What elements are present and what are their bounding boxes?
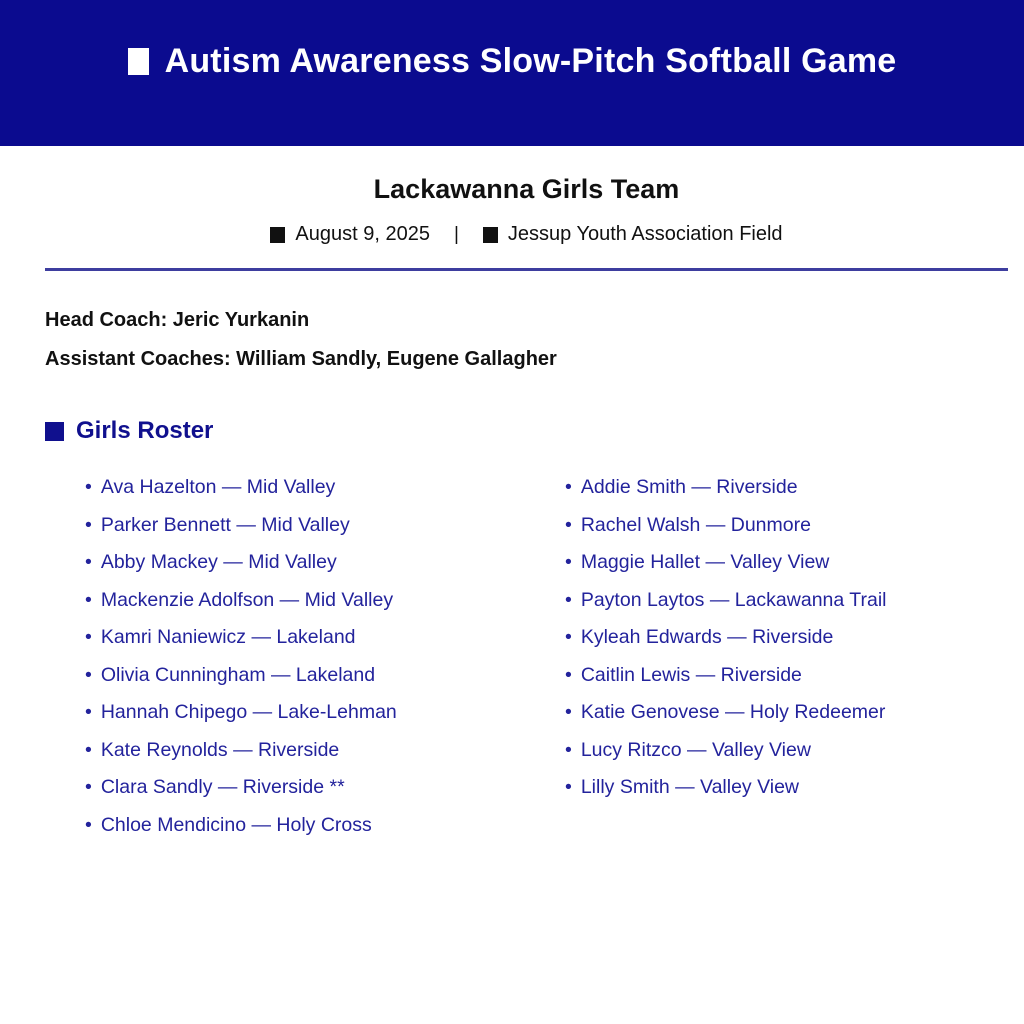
square-icon	[270, 227, 285, 243]
list-item	[565, 544, 887, 582]
player-entry: Kyleah Edwards — Riverside	[580, 626, 834, 648]
roster-grid	[45, 469, 1008, 844]
player-entry: Ava Hazelton — Mid Valley	[100, 476, 336, 498]
roster-heading	[45, 417, 1008, 445]
list-item	[85, 657, 565, 695]
divider	[45, 268, 1008, 271]
player-entry: Caitlin Lewis — Riverside	[580, 663, 802, 686]
player-entry: Lilly Smith — Valley View	[580, 776, 800, 798]
list-item	[85, 619, 565, 657]
bullet-icon: •	[85, 476, 92, 498]
roster-heading-text: Girls Roster	[76, 417, 214, 444]
player-entry: Payton Laytos — Lackawanna Trail	[580, 588, 887, 611]
event-venue: Jessup Youth Association Field	[507, 223, 783, 245]
bullet-icon: •	[85, 626, 92, 648]
square-icon	[128, 48, 149, 75]
bullet-icon: •	[85, 551, 92, 573]
player-entry: Addie Smith — Riverside	[580, 476, 798, 498]
meta-separator: |	[453, 223, 459, 245]
roster-column-right	[565, 469, 887, 844]
player-entry: Kate Reynolds — Riverside	[100, 738, 340, 761]
player-entry: Lucy Ritzco — Valley View	[580, 738, 811, 761]
bullet-icon: •	[565, 663, 572, 686]
bullet-icon: •	[85, 513, 92, 536]
page-title: Autism Awareness Slow-Pitch Softball Game	[164, 41, 897, 80]
bullet-icon: •	[85, 813, 92, 836]
player-entry: Parker Bennett — Mid Valley	[100, 513, 350, 536]
bullet-icon: •	[565, 513, 572, 536]
bullet-icon: •	[85, 588, 92, 611]
list-item	[565, 657, 887, 695]
bullet-icon: •	[565, 588, 572, 611]
bullet-icon: •	[565, 551, 572, 573]
player-entry: Katie Genovese — Holy Redeemer	[580, 701, 886, 723]
list-item	[565, 732, 887, 770]
list-item	[85, 694, 565, 732]
bullet-icon: •	[85, 663, 92, 686]
player-entry: Kamri Naniewicz — Lakeland	[100, 626, 356, 648]
list-item	[565, 619, 887, 657]
team-title: Lackawanna Girls Team	[373, 174, 680, 204]
list-item	[85, 507, 565, 545]
player-entry: Rachel Walsh — Dunmore	[580, 513, 811, 536]
list-item	[565, 469, 887, 507]
player-entry: Chloe Mendicino — Holy Cross	[100, 813, 372, 836]
bullet-icon: •	[565, 476, 572, 498]
list-item	[85, 469, 565, 507]
list-item	[85, 807, 565, 845]
coaches-section	[45, 301, 1008, 379]
list-item	[565, 769, 887, 807]
bullet-icon: •	[85, 776, 92, 798]
player-entry: Hannah Chipego — Lake-Lehman	[100, 701, 397, 723]
player-entry: Abby Mackey — Mid Valley	[100, 551, 337, 573]
list-item	[85, 732, 565, 770]
player-entry: Clara Sandly — Riverside **	[100, 776, 345, 798]
player-entry: Maggie Hallet — Valley View	[580, 551, 830, 573]
bullet-icon: •	[565, 776, 572, 798]
banner	[0, 0, 1024, 146]
list-item	[85, 582, 565, 620]
square-icon	[483, 227, 498, 243]
list-item	[565, 507, 887, 545]
player-entry: Mackenzie Adolfson — Mid Valley	[100, 588, 394, 611]
bullet-icon: •	[85, 738, 92, 761]
list-item	[565, 694, 887, 732]
roster-column-left	[45, 469, 565, 844]
square-icon	[45, 422, 64, 441]
event-date: August 9, 2025	[295, 223, 430, 245]
event-meta-line	[45, 223, 1008, 246]
banner-inner	[128, 42, 897, 81]
assistant-coaches-line: Assistant Coaches: William Sandly, Eugene Gallagher	[45, 348, 557, 370]
head-coach-line: Head Coach: Jeric Yurkanin	[45, 309, 310, 331]
player-entry: Olivia Cunningham — Lakeland	[100, 663, 376, 686]
bullet-icon: •	[85, 701, 92, 723]
list-item	[85, 544, 565, 582]
main-content	[0, 174, 1024, 844]
bullet-icon: •	[565, 701, 572, 723]
bullet-icon: •	[565, 626, 572, 648]
bullet-icon: •	[565, 738, 572, 761]
list-item	[565, 582, 887, 620]
list-item	[85, 769, 565, 807]
